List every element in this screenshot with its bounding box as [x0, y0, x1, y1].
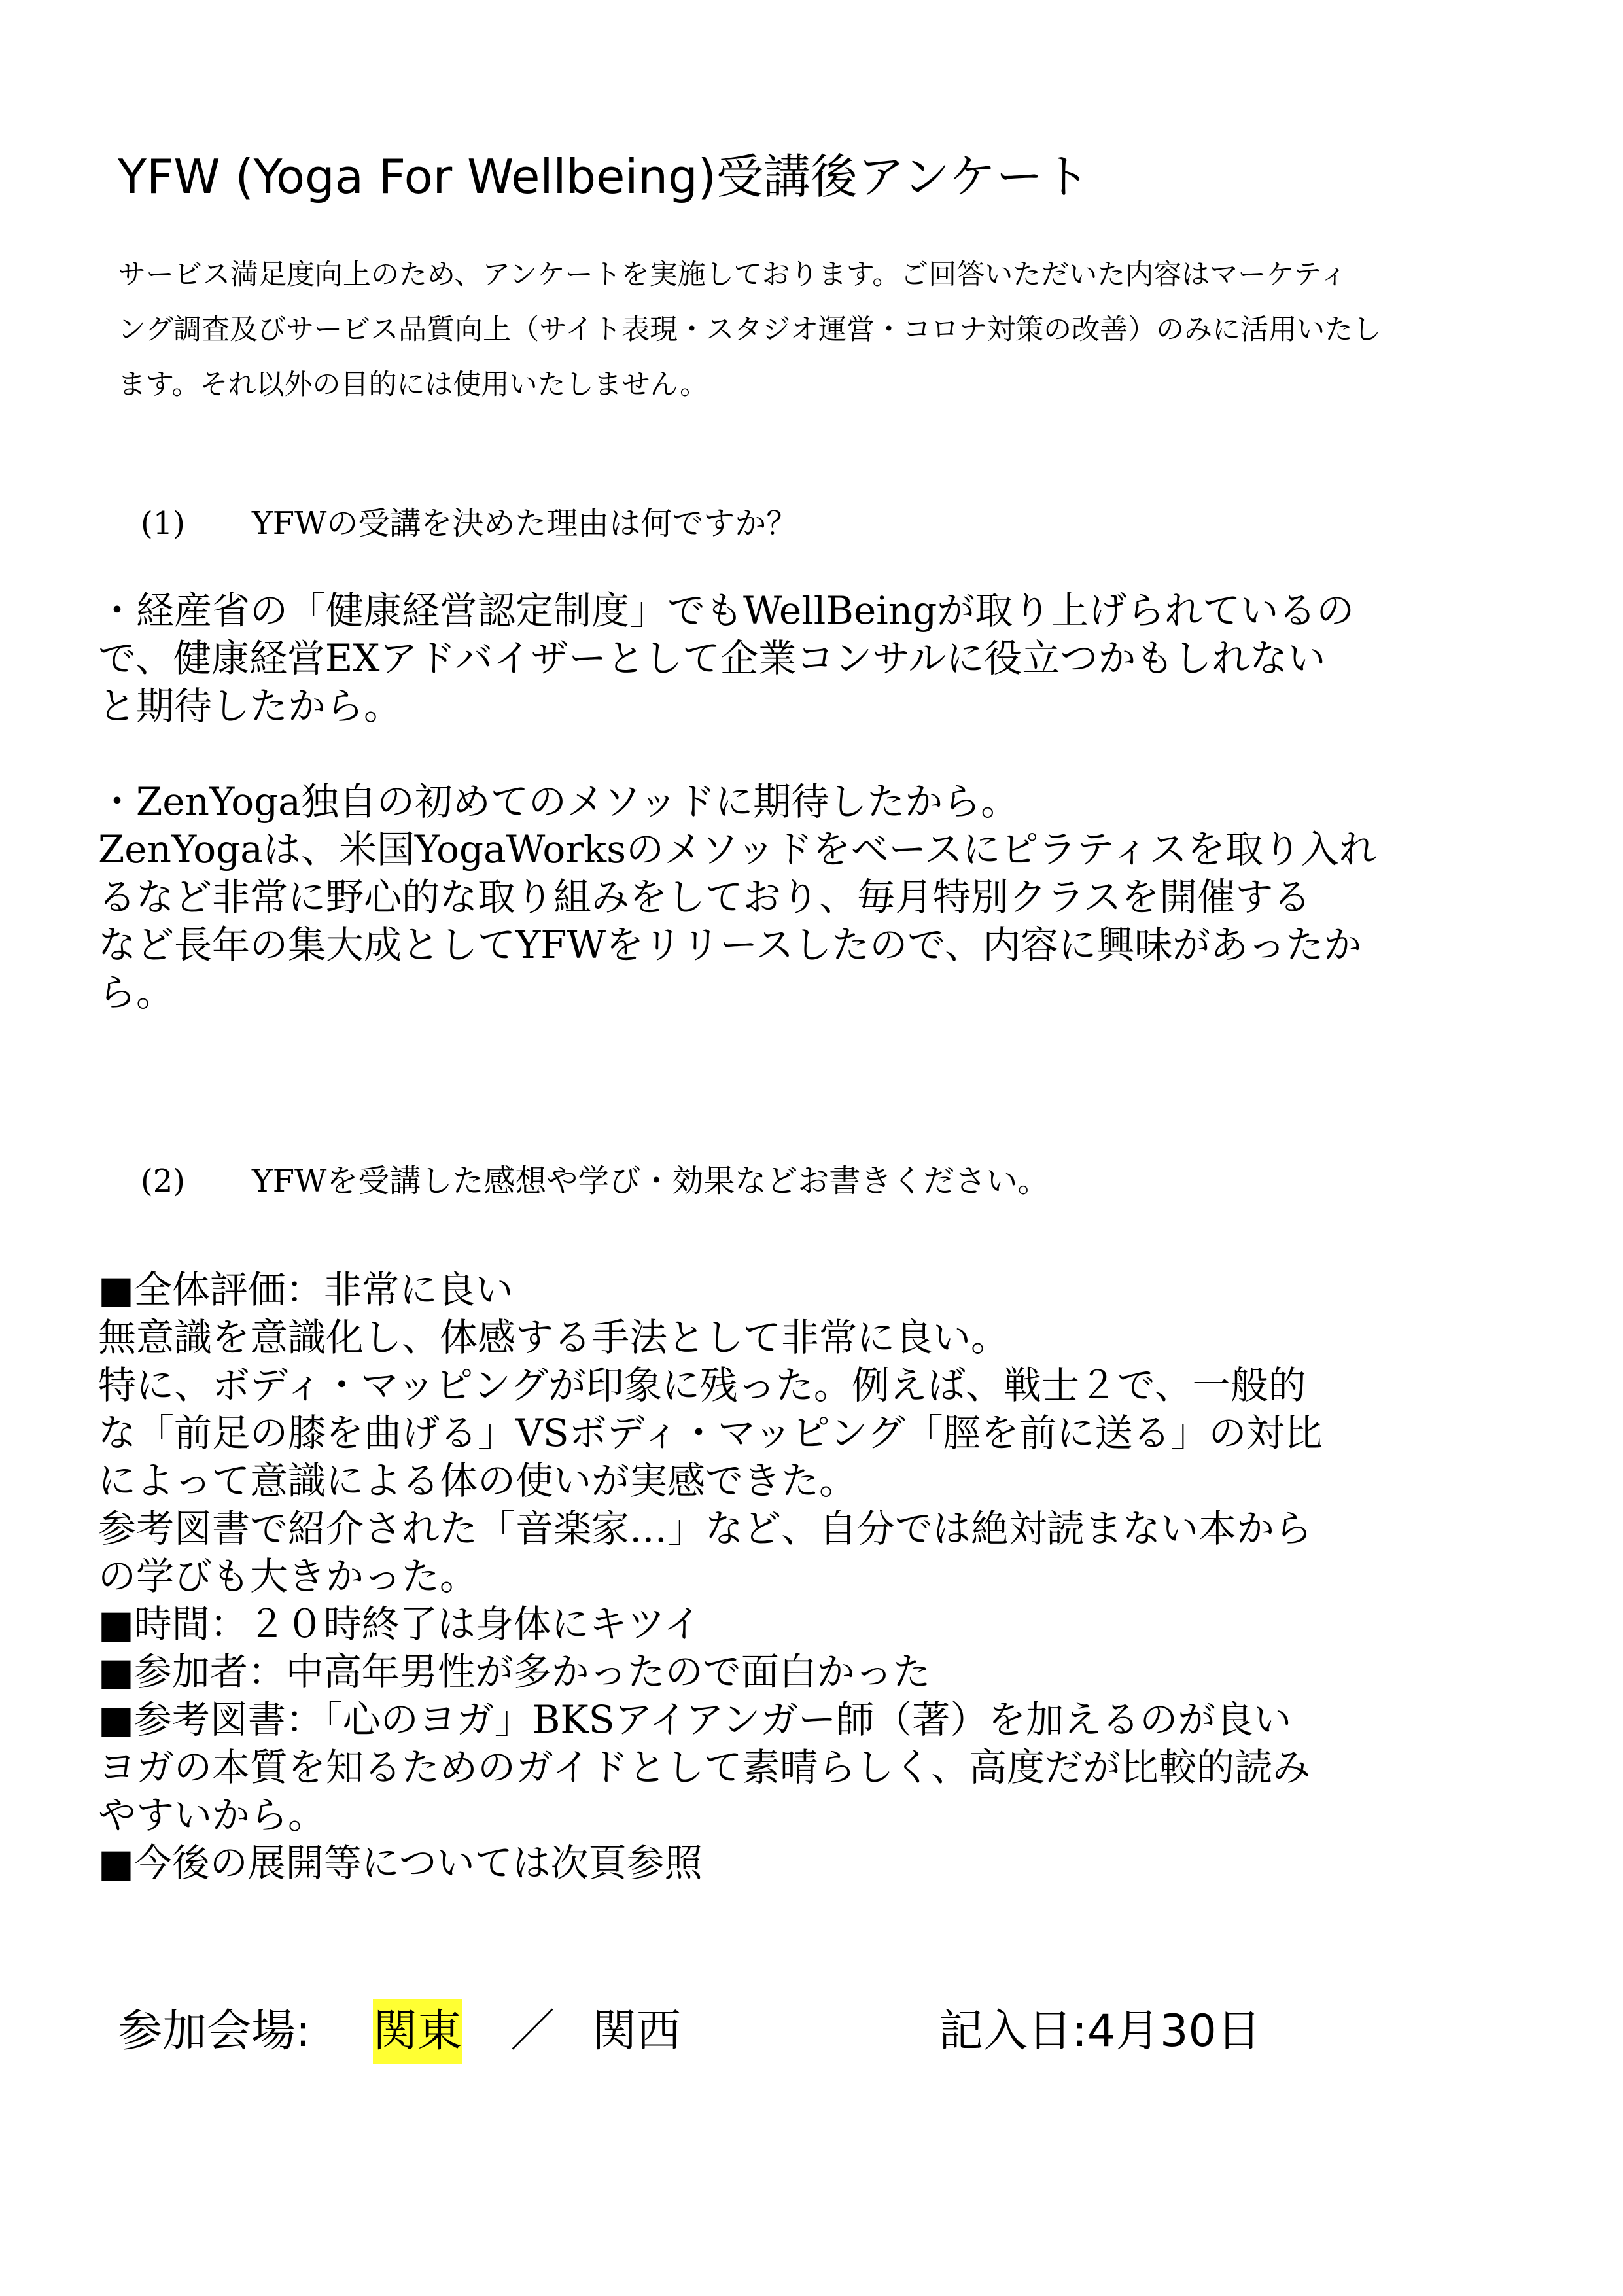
answer-line: ら。	[98, 970, 175, 1015]
question-text: YFWの受講を決めた理由は何ですか？	[252, 505, 798, 542]
answer-line: と期待したから。	[98, 684, 402, 728]
blank-line	[98, 730, 1377, 778]
answer-line: ■参考図書：「心のヨガ」BKSアイアンガー師（著）を加えるのが良い	[98, 1697, 1292, 1742]
answer-line: やすいから。	[98, 1793, 326, 1837]
intro-line: サービス満足度向上のため、アンケートを実施しております。ご回答いただいた内容はマーケティ	[118, 258, 1348, 291]
answer-line: の学びも大きかった。	[98, 1554, 478, 1598]
answer-1	[98, 587, 1377, 1017]
answer-line: で、健康経営EXアドバイザーとして企業コンサルに役立つかもしれない	[98, 636, 1326, 680]
entry-date: 記入日:4月30日	[939, 2005, 1261, 2057]
answer-2	[98, 1266, 1323, 1887]
question-number: (1)	[141, 505, 185, 542]
answer-line: 参考図書で紹介された「音楽家…」など、自分では絶対読まない本から	[98, 1506, 1313, 1551]
venue-option-kanto: 関東	[373, 1999, 462, 2064]
question-1	[141, 501, 797, 546]
answer-line: ■全体評価：非常に良い	[98, 1267, 514, 1312]
venue-option-kansai: 関西	[592, 2005, 682, 2057]
answer-line: ZenYogaは、米国YogaWorksのメソッドをベースにピラティスを取り入れ	[98, 827, 1377, 872]
intro-line: ング調査及びサービス品質向上（サイト表現・スタジオ運営・コロナ対策の改善）のみに活用いたし	[118, 313, 1382, 346]
answer-line: など長年の集大成としてYFWをリリースしたので、内容に興味があったか	[98, 923, 1362, 967]
answer-line: ・経産省の「健康経営認定制度」でもWellBeingが取り上げられているの	[98, 588, 1355, 633]
answer-line: ■参加者：中高年男性が多かったので面白かった	[98, 1650, 931, 1694]
question-number: (2)	[141, 1163, 185, 1199]
survey-title: YFW (Yoga For Wellbeing)受講後アンケート	[118, 149, 1091, 204]
answer-line: によって意識による体の使いが実感できた。	[98, 1458, 858, 1503]
answer-line: ■時間：２０時終了は身体にキツイ	[98, 1602, 701, 1646]
question-2	[141, 1158, 1049, 1204]
answer-line: るなど非常に野心的な取り組みをしており、毎月特別クラスを開催する	[98, 875, 1312, 919]
answer-line: 特に、ボディ・マッピングが印象に残った。例えば、戦士２で、一般的	[98, 1363, 1306, 1407]
answer-line: ・ZenYoga独自の初めてのメソッドに期待したから。	[98, 779, 1019, 824]
intro-paragraph	[118, 247, 1524, 412]
answer-line: な「前足の膝を曲げる」VSボディ・マッピング「脛を前に送る」の対比	[98, 1411, 1323, 1455]
venue-label: 参加会場:	[118, 2005, 311, 2057]
question-text: YFWを受講した感想や学び・効果などお書きください。	[252, 1163, 1049, 1199]
answer-line: ヨガの本質を知るためのガイドとして素晴らしく、高度だが比較的読み	[98, 1745, 1311, 1790]
intro-line: ます。それ以外の目的には使用いたしません。	[118, 368, 708, 401]
venue-separator: ／	[510, 2005, 555, 2057]
answer-line: 無意識を意識化し、体感する手法として非常に良い。	[98, 1315, 1009, 1360]
answer-line: ■今後の展開等については次頁参照	[98, 1841, 703, 1885]
